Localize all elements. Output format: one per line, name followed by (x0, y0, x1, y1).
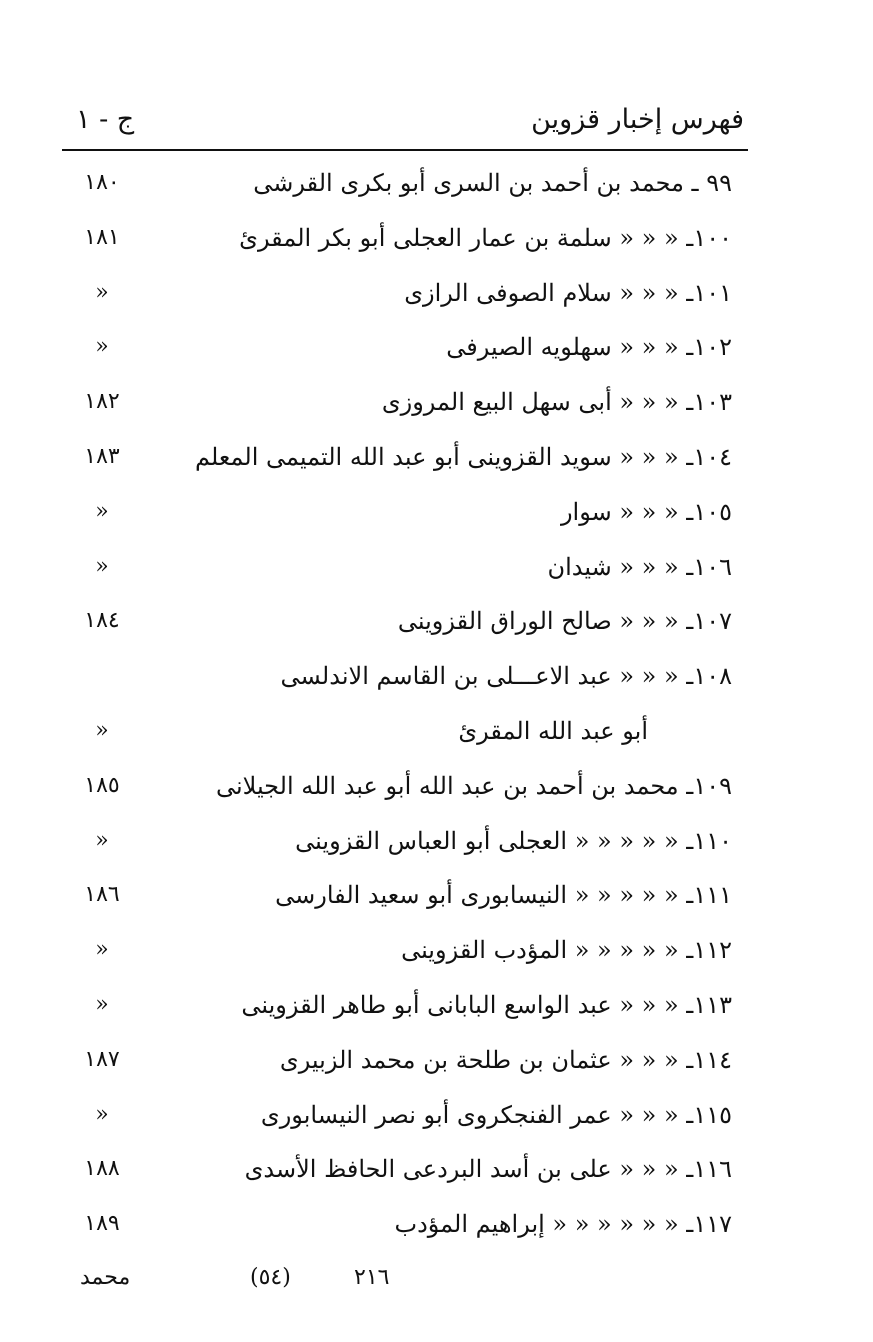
entry-name: ١١٤ـ « « « عثمان بن طلحة بن محمد الزبيرى (279, 1046, 732, 1074)
index-entry (62, 163, 748, 203)
entry-page-number: ١٨٩ (84, 1211, 120, 1236)
entry-name: ١٠٦ـ « « « شيدان (547, 553, 732, 581)
index-entry (62, 875, 748, 915)
entry-name: ١١٠ـ « « « « « العجلى أبو العباس القزوينى (295, 827, 732, 855)
entry-name: ١٠٣ـ « « « أبى سهل البيع المروزى (381, 388, 732, 416)
entry-page-number: « (95, 499, 109, 524)
index-entry (62, 1040, 748, 1080)
index-entry (62, 547, 748, 587)
entry-page-number: « (95, 334, 109, 359)
entry-page-number: « (95, 718, 109, 743)
entry-page-number: ١٨٧ (84, 1047, 120, 1072)
index-entry (62, 985, 748, 1025)
index-entry (62, 1204, 748, 1244)
entry-name: ١٠٢ـ « « « سهلويه الصيرفى (446, 333, 732, 361)
entry-name: ١٠٧ـ « « « صالح الوراق القزوينى (397, 607, 732, 635)
entry-name: ١٠٠ـ « « « سلمة بن عمار العجلى أبو بكر المقرئ (239, 224, 732, 252)
entry-page-number: « (95, 554, 109, 579)
entry-name: أبو عبد الله المقرئ (458, 717, 648, 745)
entry-page-number: ١٨٣ (84, 444, 120, 469)
index-entry (62, 930, 748, 970)
index-entry-continuation (62, 711, 748, 751)
entry-page-number: ١٨٢ (84, 389, 120, 414)
entry-page-number: ١٨٨ (84, 1156, 120, 1181)
entry-page-number: ١٨٤ (84, 608, 120, 633)
entry-page-number: « (95, 280, 109, 305)
index-title: فهرس إخبار قزوين (531, 104, 744, 135)
entry-name: ١١٣ـ « « « عبد الواسع البابانى أبو طاهر القزوينى (241, 991, 732, 1019)
volume-label: ج - ١ (76, 104, 135, 135)
entry-name: ١١٢ـ « « « « « المؤدب القزوينى (401, 936, 732, 964)
entry-page-number: ١٨١ (84, 225, 120, 250)
page-number: ٢١٦ (354, 1265, 390, 1290)
entry-name: ١٠٤ـ « « « سويد القزوينى أبو عبد الله التميمى المعلم (195, 443, 732, 471)
entry-name: ١٠٨ـ « « « عبد الاعـــلى بن القاسم الاندلسى (280, 662, 732, 690)
index-entry (62, 821, 748, 861)
signature-mark: (٥٤) (250, 1265, 291, 1290)
index-entry (62, 601, 748, 641)
index-entry (62, 273, 748, 313)
entry-page-number: ١٨٦ (84, 882, 120, 907)
index-entry (62, 1095, 748, 1135)
entry-name: ١٠٩ـ محمد بن أحمد بن عبد الله أبو عبد الله الجيلانى (215, 772, 732, 800)
page-header (62, 104, 748, 144)
entry-name: ١٠١ـ « « « سلام الصوفى الرازى (404, 279, 732, 307)
entry-page-number: « (95, 992, 109, 1017)
entry-page-number: ١٨٥ (84, 773, 120, 798)
index-entry (62, 327, 748, 367)
index-entry (62, 656, 748, 696)
index-entry (62, 437, 748, 477)
entry-name: ٩٩ ـ محمد بن أحمد بن السرى أبو بكرى القرشى (253, 169, 732, 197)
index-entry (62, 766, 748, 806)
entry-page-number: « (95, 1102, 109, 1127)
entry-name: ١٠٥ـ « « « سوار (560, 498, 732, 526)
entry-page-number: « (95, 828, 109, 853)
index-entry (62, 1149, 748, 1189)
entry-page-number: ١٨٠ (84, 170, 120, 195)
entry-page-number: « (95, 937, 109, 962)
entry-name: ١١٦ـ « « « على بن أسد البردعى الحافظ الأسدى (244, 1155, 732, 1183)
entry-name: ١١٥ـ « « « عمر الفنجكروى أبو نصر النيسابورى (260, 1101, 732, 1129)
index-entry (62, 218, 748, 258)
catchword: محمد (80, 1265, 131, 1290)
index-entry (62, 492, 748, 532)
index-entry (62, 382, 748, 422)
entry-name: ١١١ـ « « « « « النيسابورى أبو سعيد الفارسى (275, 881, 732, 909)
page-footer (62, 1258, 748, 1298)
header-rule (62, 149, 748, 151)
entry-name: ١١٧ـ « « « « « « إبراهيم المؤدب (394, 1210, 732, 1238)
